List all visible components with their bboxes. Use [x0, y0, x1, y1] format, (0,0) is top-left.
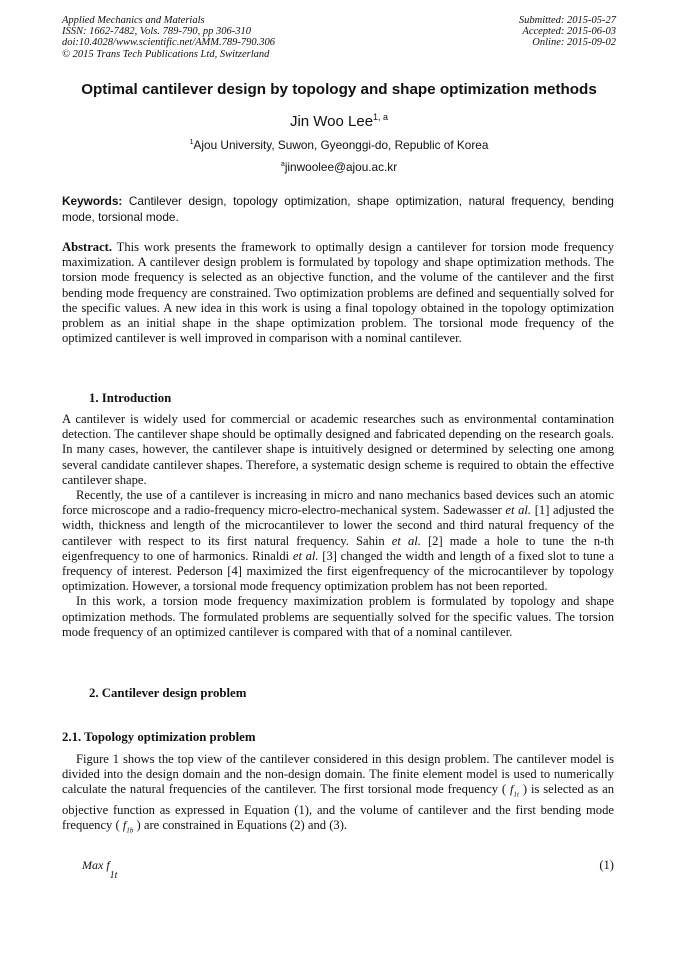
intro-paragraph-2 [62, 488, 614, 594]
var-f1t-f: f [510, 782, 514, 797]
journal-doi: doi:10.4028/www.scientific.net/AMM.789-790.306 [62, 37, 275, 49]
author-name: Jin Woo Lee [289, 113, 374, 130]
author-line [40, 113, 638, 130]
submitted-date: Submitted: 2015-05-27 [518, 15, 616, 26]
et-al-2: et al. [391, 533, 421, 548]
abstract [62, 240, 614, 346]
abstract-label: Abstract. [62, 240, 113, 254]
journal-header-right [519, 15, 616, 49]
intro-paragraph-1: A cantilever is widely used for commercial or academic researches such as environmental contamination detection. The cantilever shape should be optimally designed and fabricated depending on the research goals. In many cases, however, the cantilever shape is intuitively designed or determined by selecting one among several candidate cantilever shapes. Therefore, a systematic design scheme is required to obtain the effective cantilever shape. [62, 412, 614, 487]
affiliation-text: Ajou University, Suwon, Gyeonggi-do, Republic of Korea [193, 138, 489, 152]
online-date: Online: 2015-09-02 [532, 37, 616, 49]
intro-p2-text-d: [3] changed the width and length of a fixed slot to tune a frequency of interest. Pederson [4] maximized the first eigenfrequency of the microcantilever by topology optimization. However, a torsional mode frequency optimization problem has not been reported. [62, 548, 614, 594]
section-heading-design-problem: 2. Cantilever design problem [89, 686, 247, 700]
introduction-body [62, 412, 614, 640]
paper-title: Optimal cantilever design by topology and shape optimization methods [81, 81, 597, 98]
subsection-heading-topology: 2.1. Topology optimization problem [62, 730, 256, 744]
equation-1-number: (1) [599, 858, 614, 872]
accepted-date: Accepted: 2015-06-03 [522, 26, 616, 38]
topo-text-a: Figure 1 shows the top view of the cantilever considered in this design problem. The cantilever model is divided into the design domain and the non-design domain. The finite element model is used to numerically calculate the natural frequencies of the cantilever. The first torsional mode frequency ( [62, 752, 614, 797]
equation-1-text: Max f [82, 858, 110, 872]
equation-1 [82, 858, 118, 881]
keywords-label: Keywords: [62, 194, 123, 208]
var-f1b-f: f [122, 818, 127, 833]
email-line [40, 160, 638, 174]
intro-p2-text-b: [1] adjusted the width, thickness and length of the microcantilever to lower the second and third natural frequency of the cantilever with respect to its first natural frequency. Sahin [62, 503, 615, 548]
email-address[interactable]: jinwoolee@ajou.ac.kr [284, 160, 398, 174]
topology-paragraph-1 [62, 752, 614, 839]
affiliation-line [40, 138, 638, 152]
journal-name: Applied Mechanics and Materials [62, 15, 205, 26]
topo-text-c: ) are constrained in Equations (2) and (3). [136, 818, 348, 833]
email-sup: a [280, 160, 285, 169]
et-al-1: et al. [505, 503, 532, 518]
affiliation-sup: 1 [189, 138, 194, 147]
journal-copyright: © 2015 Trans Tech Publications Ltd, Switzerland [62, 48, 270, 60]
var-f1t-sub: 1t [513, 790, 519, 799]
author-sup: 1, a [373, 112, 389, 122]
intro-p2-text-c: [2] made a hole to tune the n-th eigenfrequency to one of harmonics. Rinaldi [62, 533, 614, 563]
abstract-text: This work presents the framework to optimally design a cantilever for torsion mode frequency maximization. A cantilever design problem is formulated by topology and shape optimization methods. The torsion mode frequency is selected as an objective function, and the volume of the cantilever and the first bending mode frequency are constrained. Two optimization problems are defined and sequentially solved for the specific values. A new idea in this work is using a final topology obtained in the topology optimization problem as an initial shape in the shape optimization problem. The torsional mode frequency of the optimized cantilever is well improved in comparison with a nominal cantilever. [62, 240, 614, 346]
section-heading-introduction: 1. Introduction [89, 391, 172, 405]
var-f1b [122, 818, 134, 835]
journal-header-left [62, 15, 275, 60]
intro-p2-text-a: Recently, the use of a cantilever is increasing in micro and nano mechanics based devices such an atomic force microscope and a radio-frequency micro-electro-mechanical system. Sadewasser [62, 488, 614, 518]
topo-text-b: ) is selected as an objective function as expressed in Equation (1), and the volume of cantilever and the first bending mode frequency ( [62, 782, 614, 833]
et-al-3: et al. [292, 548, 319, 563]
journal-issn: ISSN: 1662-7482, Vols. 789-790, pp 306-310 [62, 26, 251, 38]
var-f1b-sub: 1b [126, 826, 134, 835]
equation-1-sub: 1t [109, 870, 118, 881]
var-f1t [510, 782, 519, 799]
keywords [62, 194, 614, 225]
intro-paragraph-3: In this work, a torsion mode frequency maximization problem is formulated by topology and shape optimization methods. The formulated problems are sequentially solved for the specific values. The torsion mode frequency of an optimized cantilever is compared with that of a nominal cantilever. [62, 594, 614, 639]
topology-body [62, 752, 614, 839]
keywords-text: Cantilever design, topology optimization, shape optimization, natural frequency, bending mode, torsional mode. [62, 194, 614, 224]
